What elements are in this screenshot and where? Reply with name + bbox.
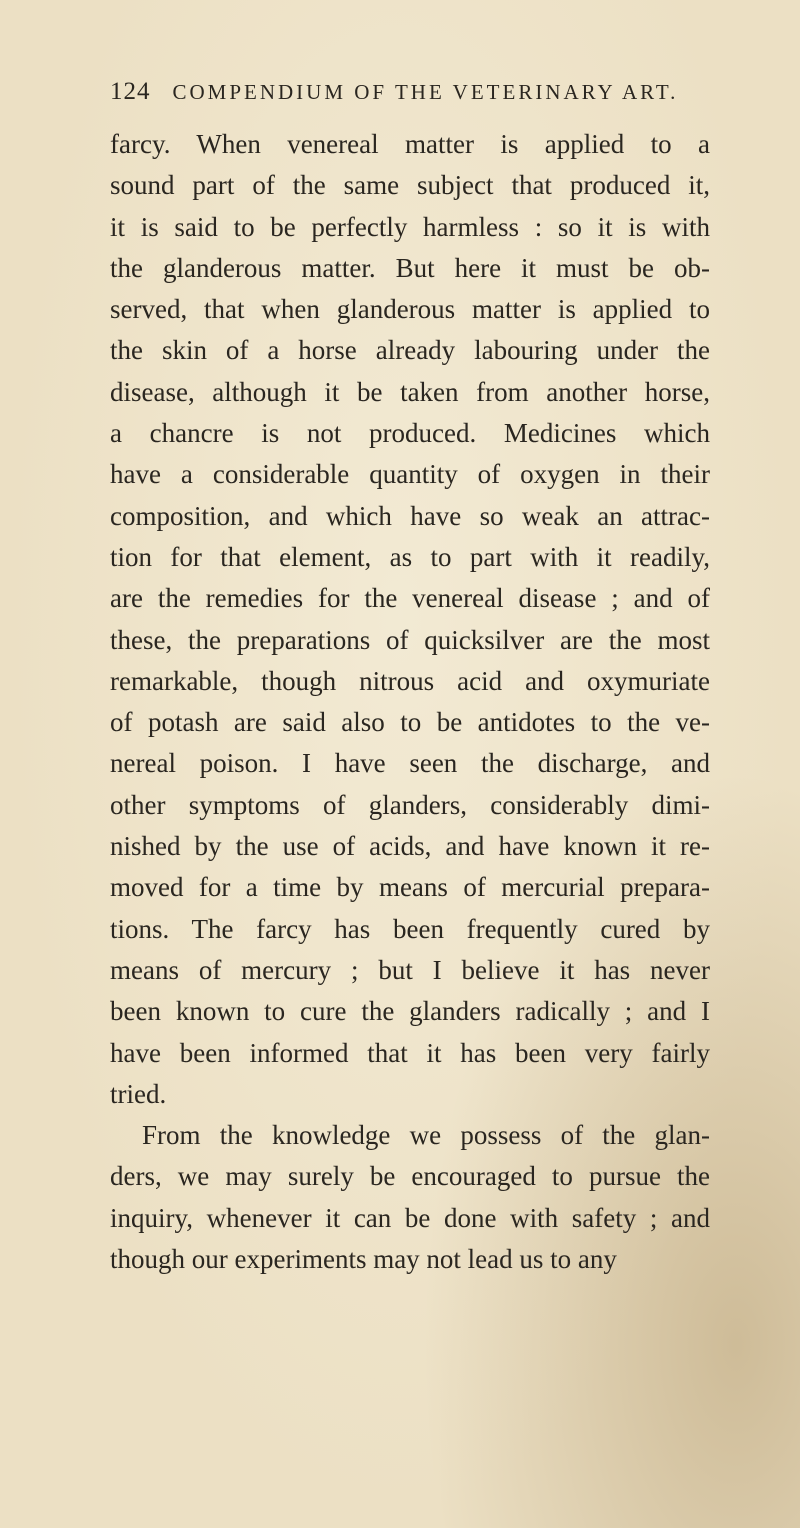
text-line: these, the preparations of quicksilver are the most (110, 624, 710, 655)
text-line: composition, and which have so weak an attrac- (110, 500, 710, 531)
text-line: remarkable, though nitrous acid and oxymuriate (110, 665, 710, 696)
text-line: it is said to be perfectly harmless : so it is with (110, 211, 710, 242)
text-line: ders, we may surely be encouraged to pursue the (110, 1161, 710, 1192)
text-line: moved for a time by means of mercurial prepara- (110, 872, 710, 903)
text-line: means of mercury ; but I believe it has never (110, 954, 710, 985)
text-line: the skin of a horse already labouring under the (110, 335, 710, 366)
paragraph-start-line: From the knowledge we possess of the glan- (142, 1120, 710, 1151)
page-header (110, 78, 710, 118)
text-line: farcy. When venereal matter is applied to a (110, 129, 710, 159)
page-number: 124 (110, 78, 151, 105)
text-line: have a considerable quantity of oxygen in their (110, 459, 710, 490)
text-line: inquiry, whenever it can be done with safety ; and (110, 1202, 710, 1233)
running-title: COMPENDIUM OF THE VETERINARY ART. (172, 80, 679, 104)
text-line: though our experiments may not lead us to any (110, 1244, 617, 1275)
text-line: nished by the use of acids, and have known it re- (110, 831, 710, 862)
text-line: the glanderous matter. But here it must be ob- (110, 252, 710, 283)
text-line: tion for that element, as to part with it readily, (110, 541, 710, 572)
text-line: nereal poison. I have seen the discharge, and (110, 748, 710, 779)
text-line: sound part of the same subject that produced it, (110, 170, 710, 201)
text-line: served, that when glanderous matter is applied to (110, 294, 710, 325)
text-line: tions. The farcy has been frequently cured by (110, 913, 710, 944)
text-line: have been informed that it has been very fairly (110, 1037, 710, 1068)
paragraph-end-line: tried. (110, 1078, 167, 1109)
text-line: been known to cure the glanders radically ; and I (110, 996, 710, 1027)
text-line: disease, although it be taken from another horse, (110, 376, 710, 407)
text-line: of potash are said also to be antidotes to the ve- (110, 707, 710, 738)
body-text (110, 124, 710, 1280)
text-line: are the remedies for the venereal disease ; and of (110, 583, 710, 614)
text-line: a chancre is not produced. Medicines which (110, 418, 710, 449)
text-line: other symptoms of glanders, considerably dimi- (110, 789, 710, 820)
